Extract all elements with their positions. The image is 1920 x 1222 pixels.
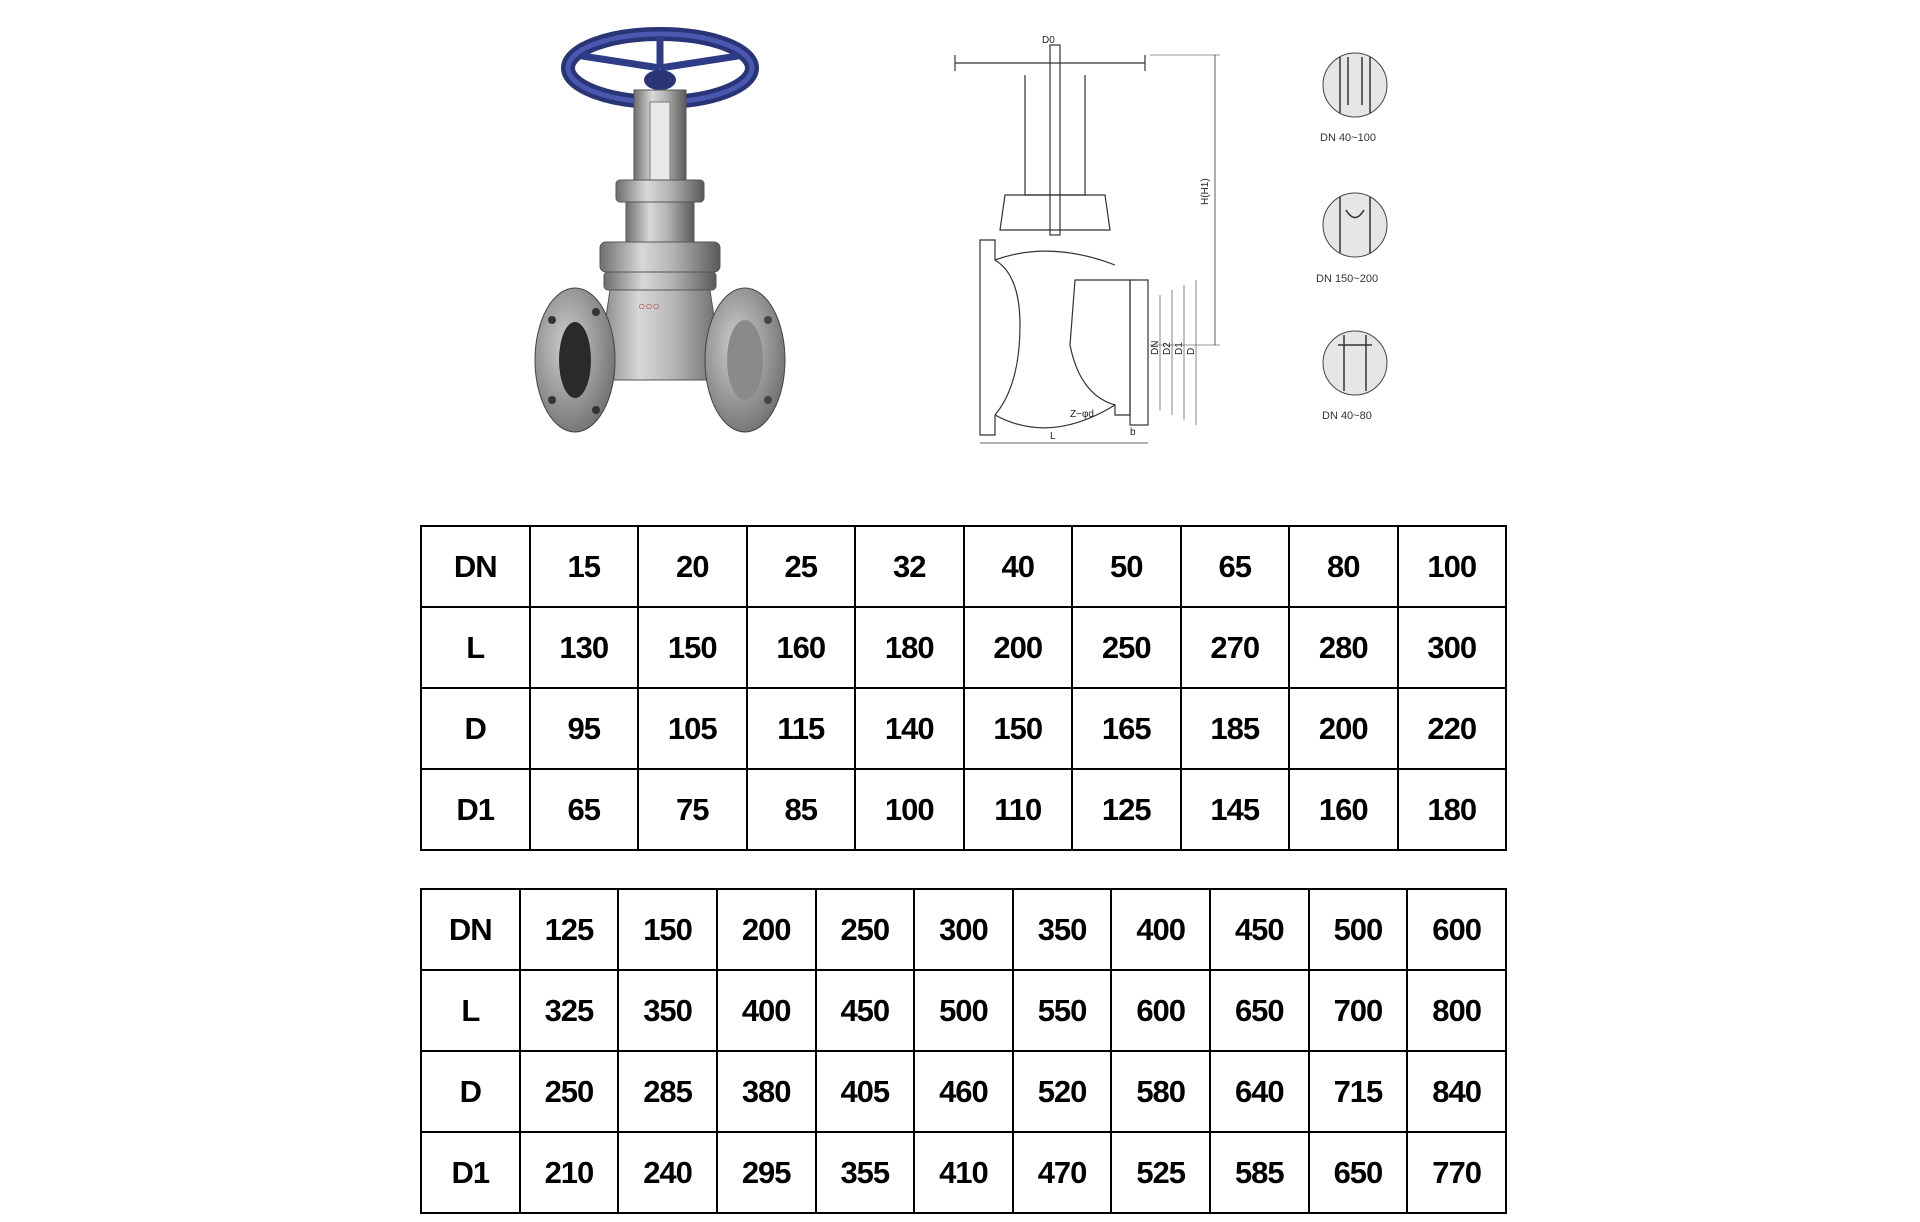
- seat-detail-views: [1300, 45, 1420, 435]
- value-cell: 585: [1210, 1132, 1309, 1213]
- table-row: [421, 1051, 1506, 1132]
- value-cell: 115: [747, 688, 856, 769]
- value-cell: 520: [1013, 1051, 1112, 1132]
- row-header-cell: D1: [421, 769, 530, 850]
- value-cell: 200: [717, 889, 816, 970]
- value-cell: 380: [717, 1051, 816, 1132]
- value-cell: 355: [816, 1132, 915, 1213]
- value-cell: 470: [1013, 1132, 1112, 1213]
- value-cell: 50: [1072, 526, 1181, 607]
- value-cell: 325: [520, 970, 619, 1051]
- value-cell: 400: [1111, 889, 1210, 970]
- label-d2: D2: [1162, 342, 1173, 355]
- value-cell: 105: [638, 688, 747, 769]
- row-header-cell: L: [421, 970, 520, 1051]
- label-l: L: [1050, 431, 1056, 442]
- value-cell: 65: [530, 769, 639, 850]
- value-cell: 220: [1398, 688, 1507, 769]
- value-cell: 65: [1181, 526, 1290, 607]
- row-header-cell: DN: [421, 889, 520, 970]
- label-dn: DN: [1150, 340, 1161, 355]
- value-cell: 285: [618, 1051, 717, 1132]
- label-d1: D1: [1174, 342, 1185, 355]
- value-cell: 770: [1407, 1132, 1506, 1213]
- gate-valve-photo: [530, 20, 790, 452]
- value-cell: 240: [618, 1132, 717, 1213]
- value-cell: 410: [914, 1132, 1013, 1213]
- value-cell: 640: [1210, 1051, 1309, 1132]
- label-h: H(H1): [1200, 178, 1211, 205]
- dimension-table-large: [420, 888, 1507, 1214]
- value-cell: 250: [816, 889, 915, 970]
- value-cell: 200: [964, 607, 1073, 688]
- value-cell: 165: [1072, 688, 1181, 769]
- value-cell: 800: [1407, 970, 1506, 1051]
- value-cell: 85: [747, 769, 856, 850]
- value-cell: 450: [1210, 889, 1309, 970]
- label-d: D: [1186, 347, 1197, 355]
- row-header-cell: D: [421, 688, 530, 769]
- value-cell: 400: [717, 970, 816, 1051]
- value-cell: 200: [1289, 688, 1398, 769]
- value-cell: 15: [530, 526, 639, 607]
- value-cell: 840: [1407, 1051, 1506, 1132]
- valve-dimension-drawing: [950, 25, 1250, 450]
- value-cell: 600: [1111, 970, 1210, 1051]
- value-cell: 210: [520, 1132, 619, 1213]
- label-d0: D0: [1042, 35, 1055, 46]
- table-row: [421, 607, 1506, 688]
- value-cell: 125: [1072, 769, 1181, 850]
- value-cell: 295: [717, 1132, 816, 1213]
- value-cell: 525: [1111, 1132, 1210, 1213]
- row-header-cell: DN: [421, 526, 530, 607]
- value-cell: 250: [1072, 607, 1181, 688]
- value-cell: 715: [1309, 1051, 1408, 1132]
- value-cell: 300: [1398, 607, 1507, 688]
- value-cell: 650: [1210, 970, 1309, 1051]
- value-cell: 130: [530, 607, 639, 688]
- value-cell: 500: [914, 970, 1013, 1051]
- value-cell: 25: [747, 526, 856, 607]
- value-cell: 160: [1289, 769, 1398, 850]
- value-cell: 185: [1181, 688, 1290, 769]
- svg-text:○○○: ○○○: [638, 299, 660, 313]
- value-cell: 270: [1181, 607, 1290, 688]
- dimension-table-small: [420, 525, 1507, 851]
- value-cell: 40: [964, 526, 1073, 607]
- table-row: [421, 970, 1506, 1051]
- detail-label-1: DN 40~100: [1320, 132, 1376, 144]
- row-header-cell: D1: [421, 1132, 520, 1213]
- value-cell: 600: [1407, 889, 1506, 970]
- value-cell: 550: [1013, 970, 1112, 1051]
- value-cell: 32: [855, 526, 964, 607]
- detail-label-3: DN 40~80: [1322, 410, 1372, 422]
- label-b: b: [1130, 427, 1136, 438]
- value-cell: 450: [816, 970, 915, 1051]
- value-cell: 180: [1398, 769, 1507, 850]
- value-cell: 580: [1111, 1051, 1210, 1132]
- value-cell: 300: [914, 889, 1013, 970]
- value-cell: 250: [520, 1051, 619, 1132]
- value-cell: 405: [816, 1051, 915, 1132]
- value-cell: 20: [638, 526, 747, 607]
- label-z-phi-d: Z−φd: [1070, 409, 1094, 420]
- value-cell: 650: [1309, 1132, 1408, 1213]
- value-cell: 350: [618, 970, 717, 1051]
- value-cell: 350: [1013, 889, 1112, 970]
- row-header-cell: D: [421, 1051, 520, 1132]
- value-cell: 100: [1398, 526, 1507, 607]
- value-cell: 150: [964, 688, 1073, 769]
- value-cell: 125: [520, 889, 619, 970]
- table-row: [421, 526, 1506, 607]
- detail-label-2: DN 150~200: [1316, 273, 1379, 285]
- value-cell: 110: [964, 769, 1073, 850]
- value-cell: 80: [1289, 526, 1398, 607]
- value-cell: 500: [1309, 889, 1408, 970]
- value-cell: 180: [855, 607, 964, 688]
- table-row: [421, 889, 1506, 970]
- table-row: [421, 1132, 1506, 1213]
- value-cell: 75: [638, 769, 747, 850]
- value-cell: 140: [855, 688, 964, 769]
- value-cell: 460: [914, 1051, 1013, 1132]
- table-row: [421, 688, 1506, 769]
- value-cell: 160: [747, 607, 856, 688]
- value-cell: 100: [855, 769, 964, 850]
- value-cell: 150: [638, 607, 747, 688]
- value-cell: 700: [1309, 970, 1408, 1051]
- value-cell: 95: [530, 688, 639, 769]
- row-header-cell: L: [421, 607, 530, 688]
- value-cell: 150: [618, 889, 717, 970]
- value-cell: 280: [1289, 607, 1398, 688]
- value-cell: 145: [1181, 769, 1290, 850]
- table-row: [421, 769, 1506, 850]
